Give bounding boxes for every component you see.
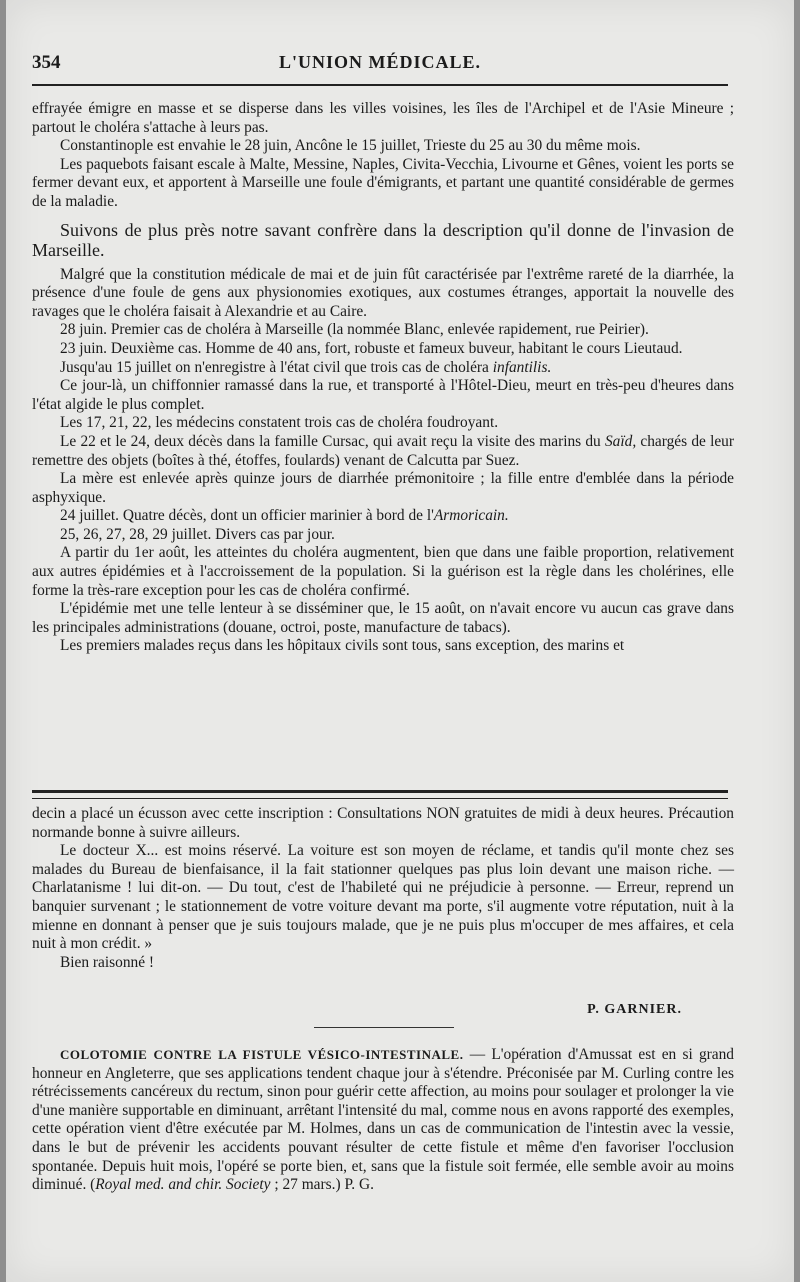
paragraph: Les paquebots faisant escale à Malte, Messine, Naples, Civita-Vecchia, Livourne et Gênes, voient les ports se fermer devant eux, et apportent à Marseille une foule d'émigrants, et partant une quantité considérable de germes de la maladie.	[32, 155, 734, 210]
feuilleton-continuation	[32, 805, 734, 972]
author-signature: P. GARNIER.	[587, 1002, 682, 1017]
paragraph-text: 24 juillet. Quatre décès, dont un officier marinier à bord de l'	[60, 507, 434, 525]
paragraph: Les premiers malades reçus dans les hôpitaux civils sont tous, sans exception, des marins et	[60, 637, 625, 655]
paragraph-text: — L'opération d'Amussat est en si grand honneur en Angleterre, que ses applications tendent chaque jour à s'étendre. Préconisée par M. Curling contre les rétrécissements cancéreux du rectum, sinon pour guérir cette affection, au moins pour soulager et prolonger la vie d'une manière supportable en diminuant, arrêtant l'intensité du mal, comme nous en avons rapporté des exemples, cette opération vient d'être exécutée par M. Holmes, dans un cas de communication de l'intestin avec la vessie, dans le but de prévenir les accidents pouvant résulter de cette fistule et même d'en favoriser l'occlusion spontanée. Depuis huit mois, l'opéré se porte bien, et, sans que la fistule soit fermée, elle semble avoir au moins diminué. (	[32, 1046, 734, 1194]
lead-paragraph: Suivons de plus près notre savant confrère dans la description qu'il donne de l'invasion de Marseille.	[32, 219, 734, 260]
section-separator	[32, 790, 728, 799]
header-rule	[32, 84, 728, 86]
page-header	[32, 50, 728, 78]
paragraph: A partir du 1er août, les atteintes du choléra augmentent, bien que dans une faible proportion, relativement aux autres épidémies et à l'accroissement de la population. Si la guérison est la règle dans les cholérines, elle forme la très-rare exception pour les cas de choléra confirmé.	[32, 544, 734, 599]
paragraph: Ce jour-là, un chiffonnier ramassé dans la rue, et transporté à l'Hôtel-Dieu, meurt en très-peu d'heures dans l'état algide le plus complet.	[32, 377, 734, 413]
paragraph: decin a placé un écusson avec cette inscription : Consultations NON gratuites de midi à deux heures. Précaution normande bonne à suivre ailleurs.	[32, 805, 734, 841]
paragraph	[32, 1046, 734, 1195]
paragraph	[32, 433, 734, 470]
paragraph: effrayée émigre en masse et se disperse dans les villes voisines, les îles de l'Archipel et de l'Asie Mineure ; partout le choléra s'attache à leurs pas.	[32, 100, 734, 136]
article-colotomie	[32, 1046, 734, 1195]
paragraph-text: chargés de leur remettre des objets (boîtes à thé, étoffes, foulards) venant de Calcutta par Suez.	[32, 432, 734, 469]
paragraph: Bien raisonné !	[60, 953, 155, 971]
paragraph: Malgré que la constitution médicale de mai et de juin fût caractérisée par l'extrême rareté de la diarrhée, la présence d'une foule de gens aux physionomies exotiques, aux costumes étranges, apportait la nouvelle des ravages que le choléra faisait à Alexandrie et au Caire.	[32, 265, 734, 320]
ship-name: Armoricain.	[433, 507, 509, 525]
paragraph-text: Jusqu'au 15 juillet on n'enregistre à l'état civil que trois cas de choléra	[60, 358, 493, 376]
paragraph: L'épidémie met une telle lenteur à se disséminer que, le 15 août, on n'avait encore vu aucun cas grave dans les principales administrations (douane, octroi, poste, manufacture de tabacs).	[32, 600, 734, 636]
source-citation: Royal med. and chir. Society	[95, 1176, 271, 1194]
article-title: COLOTOMIE CONTRE LA FISTULE VÉSICO-INTESTINALE.	[60, 1047, 464, 1062]
page-number: 354	[32, 52, 61, 73]
paragraph: 23 juin. Deuxième cas. Homme de 40 ans, fort, robuste et fameux buveur, habitant le cours Lieutaud.	[60, 339, 683, 357]
italic-term: infantilis.	[492, 358, 552, 376]
paragraph: Le docteur X... est moins réservé. La voiture est son moyen de réclame, et tandis qu'il monte chez ses malades du Bureau de bienfaisance, il la fait stationner quelques pas plus loin devant une maison riche. — Charlatanisme ! lui dit-on. — Du tout, c'est de l'habileté qui ne préjudicie à personne. — Erreur, reprend un banquier survenant ; le stationnement de votre voiture devant ma porte, s'il augmente votre réputation, nuit à la mienne en donnant à penser que je suis toujours malade, que je ne puis plus m'occuper de mes affaires, et cela nuit à mon crédit. »	[32, 842, 734, 953]
journal-title: L'UNION MÉDICALE.	[278, 52, 482, 72]
article-continuation	[32, 100, 734, 656]
paragraph: Constantinople est envahie le 28 juin, Ancône le 15 juillet, Trieste du 25 au 30 du même mois.	[60, 137, 641, 155]
paragraph: La mère est enlevée après quinze jours de diarrhée prémonitoire ; la fille entre d'emblée dans la période asphyxique.	[32, 470, 734, 506]
paragraph: 25, 26, 27, 28, 29 juillet. Divers cas par jour.	[60, 525, 335, 543]
paragraph: Les 17, 21, 22, les médecins constatent trois cas de choléra foudroyant.	[60, 414, 499, 432]
short-rule	[314, 1027, 454, 1028]
paragraph-text: ; 27 mars.) P. G.	[270, 1176, 374, 1194]
paragraph	[32, 359, 734, 378]
paragraph: 28 juin. Premier cas de choléra à Marseille (la nommée Blanc, enlevée rapidement, rue Peirier).	[60, 321, 649, 339]
page	[6, 0, 794, 1282]
paragraph-text: Le 22 et le 24, deux décès dans la famille Cursac, qui avait reçu la visite des marins du	[60, 432, 605, 450]
paragraph	[32, 507, 734, 526]
ship-name: Saïd,	[604, 432, 637, 450]
